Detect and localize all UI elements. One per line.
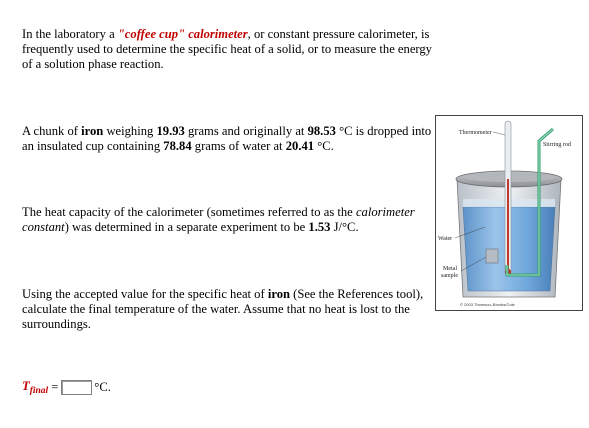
intro-text: In the laboratory a bbox=[22, 27, 118, 41]
problem-text: A chunk of bbox=[22, 124, 82, 138]
instruction-text: (See the References tool), calculate the final temperature of the water. Assume that no heat is lost to the surroundings. bbox=[22, 287, 424, 331]
thermometer-mercury bbox=[507, 179, 509, 271]
heat-capacity-paragraph bbox=[22, 205, 432, 235]
problem-text: grams of water at bbox=[191, 139, 286, 153]
instruction-metal-name: iron bbox=[267, 287, 290, 301]
water-temperature: 20.41 bbox=[285, 139, 315, 153]
intro-paragraph bbox=[22, 27, 432, 72]
t-final-var: T bbox=[22, 379, 30, 393]
instruction-paragraph bbox=[22, 287, 432, 332]
answer-unit: °C. bbox=[94, 380, 111, 394]
heat-capacity-text: The heat capacity of the calorimeter (sometimes referred to as the bbox=[22, 205, 356, 219]
thermometer-label: Thermometer bbox=[459, 130, 492, 136]
calorimeter-constant-term: calorimeter constant bbox=[22, 205, 415, 234]
copyright-text: © 2003 Thomson–Brooks/Cole bbox=[460, 302, 515, 307]
metal-name: iron bbox=[81, 124, 104, 138]
answer-row bbox=[22, 378, 111, 396]
water-mass: 78.84 bbox=[163, 139, 192, 153]
metal-label-1: Metal bbox=[443, 266, 457, 272]
coffee-cup-term: "coffee cup" calorimeter bbox=[117, 27, 248, 41]
heat-capacity-text: ) was determined in a separate experiment to be bbox=[64, 220, 309, 234]
t-final-input[interactable] bbox=[61, 380, 92, 395]
equals-sign: = bbox=[51, 380, 59, 394]
calorimeter-figure bbox=[435, 115, 583, 311]
stirring-rod-label: Stirring rod bbox=[543, 142, 571, 148]
instruction-text: Using the accepted value for the specific heat of bbox=[22, 287, 268, 301]
problem-text: grams and originally at bbox=[184, 124, 308, 138]
heat-capacity-unit: J/°C. bbox=[330, 220, 359, 234]
metal-sample-icon bbox=[486, 249, 498, 263]
heat-capacity-value: 1.53 bbox=[308, 220, 331, 234]
metal-label-2: sample bbox=[441, 273, 458, 279]
t-final-subscript: final bbox=[29, 386, 49, 396]
problem-text: °C. bbox=[314, 139, 334, 153]
problem-paragraph bbox=[22, 124, 432, 154]
t-final-label bbox=[22, 378, 48, 396]
problem-text: weighing bbox=[103, 124, 157, 138]
metal-mass: 19.93 bbox=[156, 124, 185, 138]
intro-text-rest: , or constant pressure calorimeter, is frequently used to determine the specific heat of a solid, or to measure the energy of a solution phase reaction. bbox=[22, 27, 432, 71]
metal-temperature: 98.53 bbox=[307, 124, 336, 138]
water-label: Water bbox=[438, 236, 453, 242]
problem-text: °C is dropped into an insulated cup containing bbox=[22, 124, 432, 153]
